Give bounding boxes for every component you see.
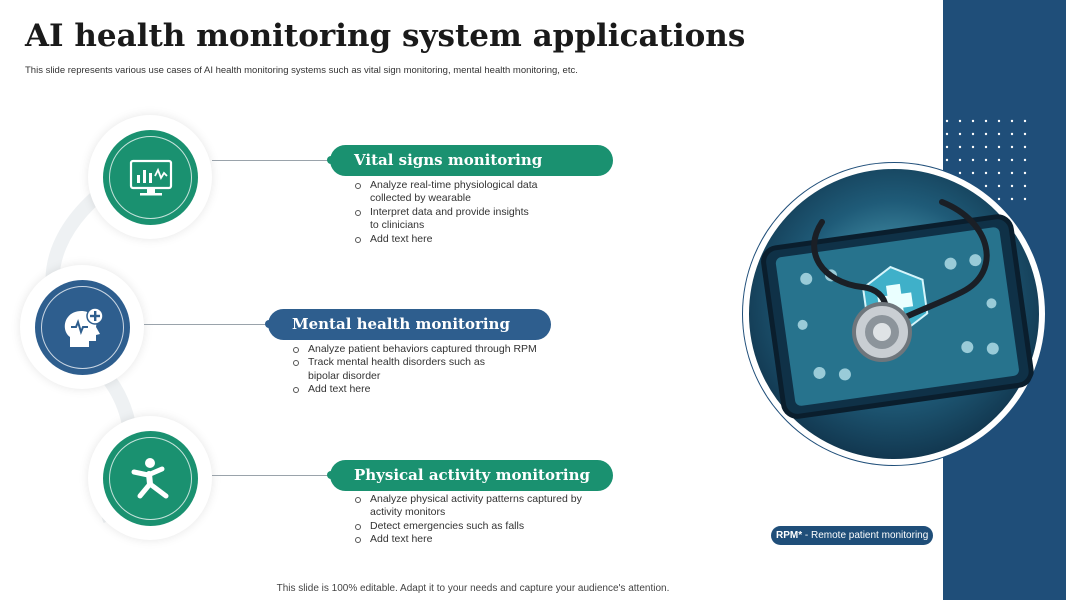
list-item: Add text here — [354, 533, 602, 546]
list-item: Add text here — [354, 233, 554, 246]
stethoscope-tablet-image — [742, 162, 1046, 466]
exercise-figure-icon — [128, 456, 174, 502]
physical-activity-bullets — [354, 493, 602, 547]
slide-footer: This slide is 100% editable. Adapt it to your needs and capture your audience's attention. — [276, 583, 670, 594]
physical-activity-heading: Physical activity monitoring — [354, 466, 590, 484]
mental-health-connector — [144, 324, 268, 325]
slide-title: AI health monitoring system applications — [25, 18, 746, 54]
list-item: Analyze physical activity patterns captured by activity monitors — [354, 493, 602, 520]
rpm-footnote-badge — [771, 526, 933, 545]
vital-signs-connector — [212, 160, 330, 161]
list-item: Track mental health disorders such as bipolar disorder — [292, 356, 493, 383]
head-heartbeat-icon — [60, 305, 106, 351]
rpm-definition: - Remote patient monitoring — [802, 530, 929, 541]
vital-signs-icon-circle — [103, 130, 198, 225]
physical-activity-icon-circle — [103, 431, 198, 526]
physical-activity-heading-pill — [330, 460, 613, 491]
list-item: Interpret data and provide insights to clinicians — [354, 206, 540, 233]
list-item: Add text here — [292, 383, 554, 396]
vital-signs-bullets — [354, 179, 554, 246]
monitor-chart-icon — [127, 158, 175, 198]
list-item: Analyze real-time physiological data collected by wearable — [354, 179, 554, 206]
rpm-abbr: RPM* — [776, 530, 803, 541]
list-item: Analyze patient behaviors captured through RPM — [292, 343, 554, 356]
physical-activity-connector — [212, 475, 330, 476]
mental-health-heading: Mental health monitoring — [292, 315, 510, 333]
mental-health-bullets — [292, 343, 554, 397]
vital-signs-heading-pill — [330, 145, 613, 176]
mental-health-heading-pill — [268, 309, 551, 340]
mental-health-icon-circle — [35, 280, 130, 375]
vital-signs-heading: Vital signs monitoring — [354, 151, 543, 169]
slide-subtitle: This slide represents various use cases of AI health monitoring systems such as vital sign monitoring, mental health monitoring, etc. — [25, 65, 578, 76]
list-item: Detect emergencies such as falls — [354, 520, 602, 533]
